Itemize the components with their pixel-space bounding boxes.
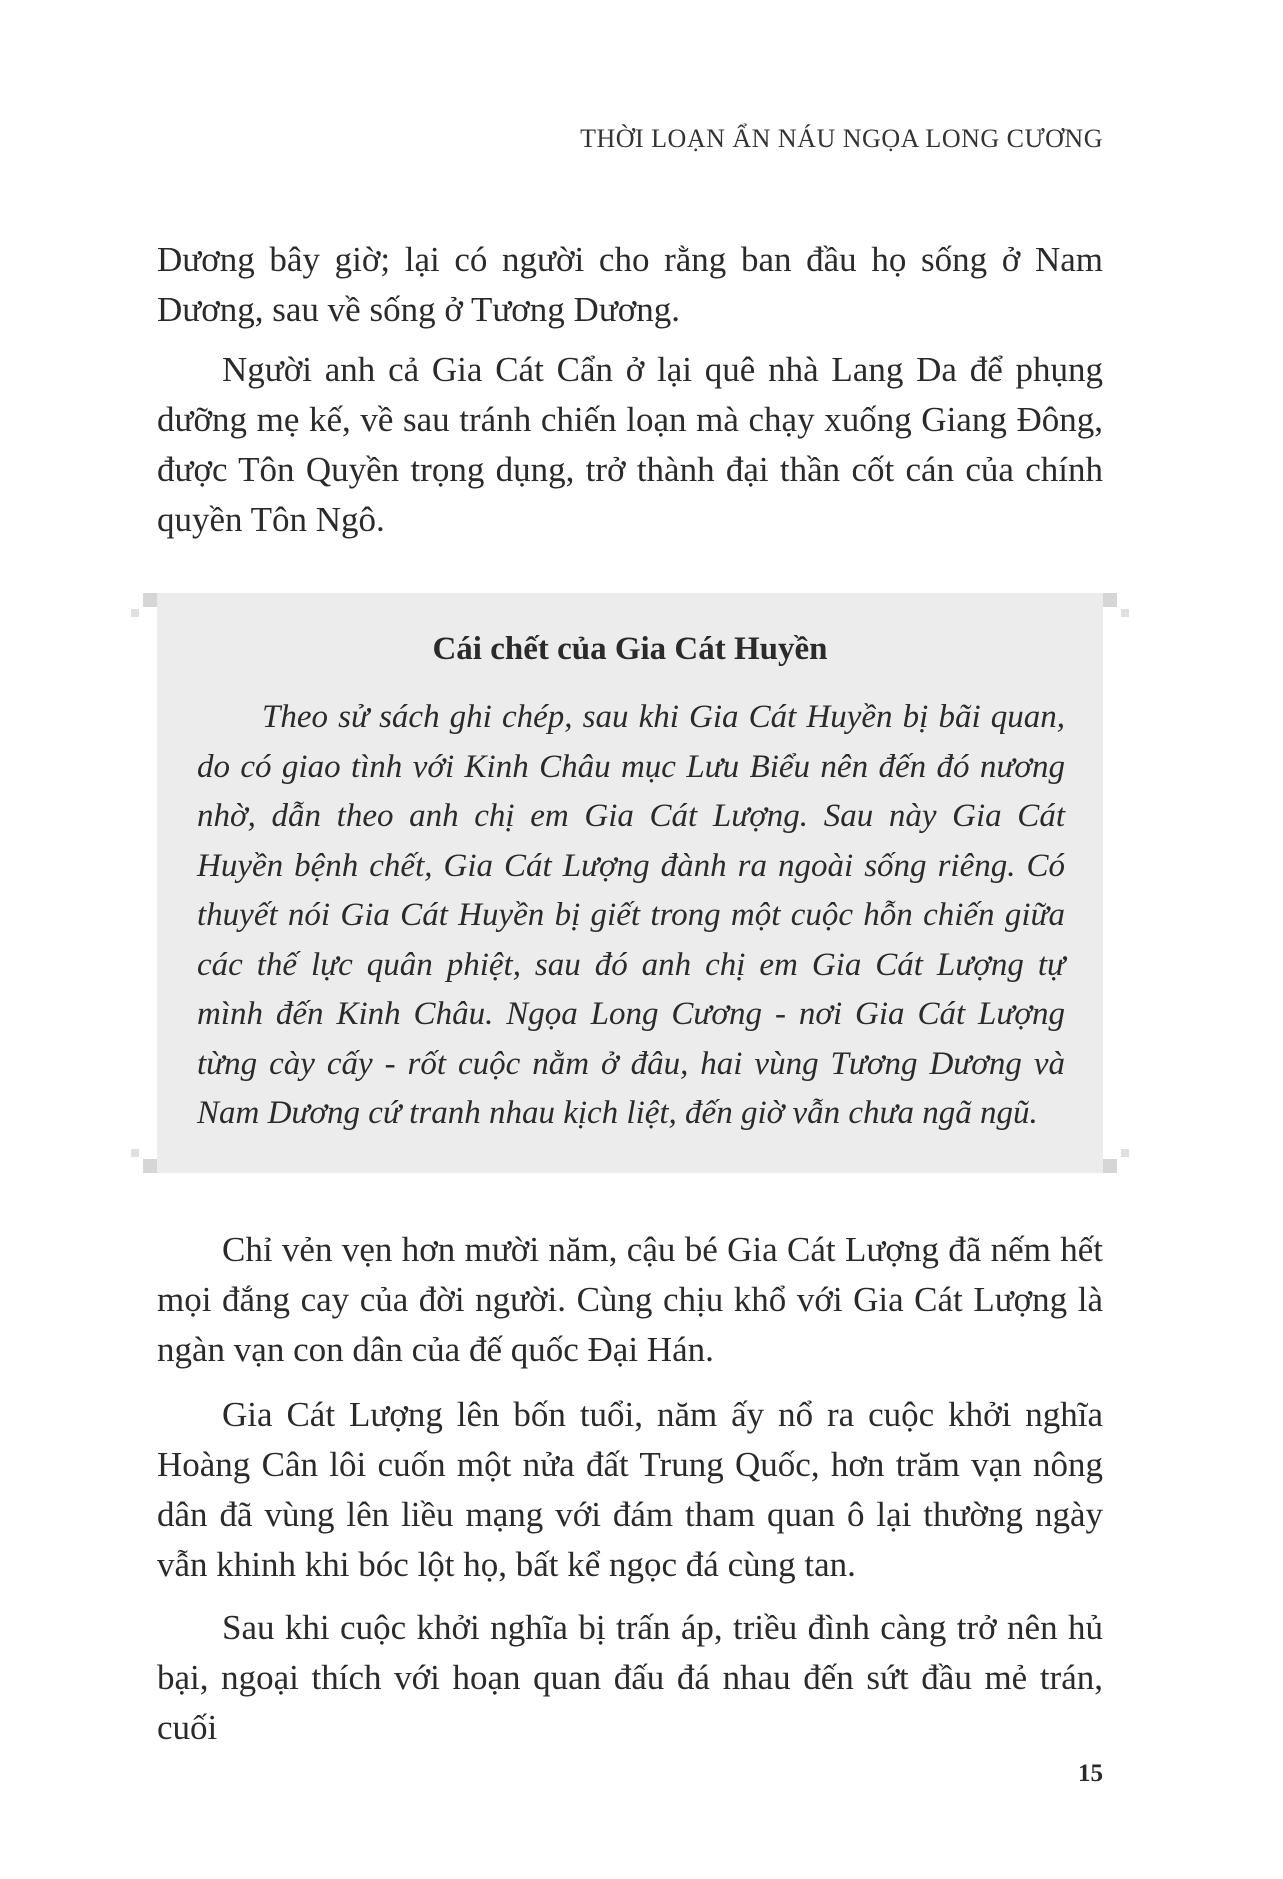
sidebar-text: Theo sử sách ghi chép, sau khi Gia Cát Huyền bị bãi quan, do có giao tình với Kinh Châu mục Lưu Biểu nên đến đó nương nhờ, dẫn theo anh chị em Gia Cát Lượng. Sau này Gia Cát Huyền bệnh chết, Gia Cát Lượng đành ra ngoài sống riêng. Có thuyết nói Gia Cát Huyền bị giết trong một cuộc hỗn chiến giữa các thế lực quân phiệt, sau đó anh chị em Gia Cát Lượng tự mình đến Kinh Châu. Ngọa Long Cương - nơi Gia Cát Lượng từng cày cấy - rốt cuộc nằm ở đâu, hai vùng Tương Dương và Nam Dương cứ tranh nhau kịch liệt, đến giờ vẫn chưa ngã ngũ. bbox=[197, 699, 1065, 1131]
paragraph-2: Người anh cả Gia Cát Cẩn ở lại quê nhà Lang Da để phụng dưỡng mẹ kế, về sau tránh chiến loạn mà chạy xuống Giang Đông, được Tôn Quyền trọng dụng, trở thành đại thần cốt cán của chính quyền Tôn Ngô. bbox=[157, 350, 1103, 539]
sidebar-box bbox=[157, 593, 1103, 1173]
corner-ornament bbox=[1103, 593, 1117, 607]
corner-dot bbox=[131, 609, 139, 617]
paragraph-4: Gia Cát Lượng lên bốn tuổi, năm ấy nổ ra cuộc khởi nghĩa Hoàng Cân lôi cuốn một nửa đất Trung Quốc, hơn trăm vạn nông dân đã vùng lên liều mạng với đám tham quan ô lại thường ngày vẫn khinh khi bóc lột họ, bất kể ngọc đá cùng tan. bbox=[157, 1395, 1103, 1584]
corner-ornament bbox=[1103, 1159, 1117, 1173]
sidebar-title: Cái chết của Gia Cát Huyền bbox=[432, 631, 828, 667]
paragraph-1: Dương bây giờ; lại có người cho rằng ban đầu họ sống ở Nam Dương, sau về sống ở Tương Dương. bbox=[157, 240, 1103, 329]
corner-dot bbox=[131, 1149, 139, 1157]
corner-dot bbox=[1121, 609, 1129, 617]
corner-ornament bbox=[143, 1159, 157, 1173]
paragraph-3: Chỉ vẻn vẹn hơn mười năm, cậu bé Gia Cát Lượng đã nếm hết mọi đắng cay của đời người. Cùng chịu khổ với Gia Cát Lượng là ngàn vạn con dân của đế quốc Đại Hán. bbox=[157, 1230, 1103, 1369]
page-number: 15 bbox=[1078, 1760, 1103, 1787]
corner-ornament bbox=[143, 593, 157, 607]
corner-dot bbox=[1121, 1149, 1129, 1157]
paragraph-5: Sau khi cuộc khởi nghĩa bị trấn áp, triều đình càng trở nên hủ bại, ngoại thích với hoạn quan đấu đá nhau đến sứt đầu mẻ trán, cuối bbox=[157, 1608, 1103, 1747]
running-head: THỜI LOẠN ẨN NÁU NGỌA LONG CƯƠNG bbox=[580, 124, 1103, 153]
